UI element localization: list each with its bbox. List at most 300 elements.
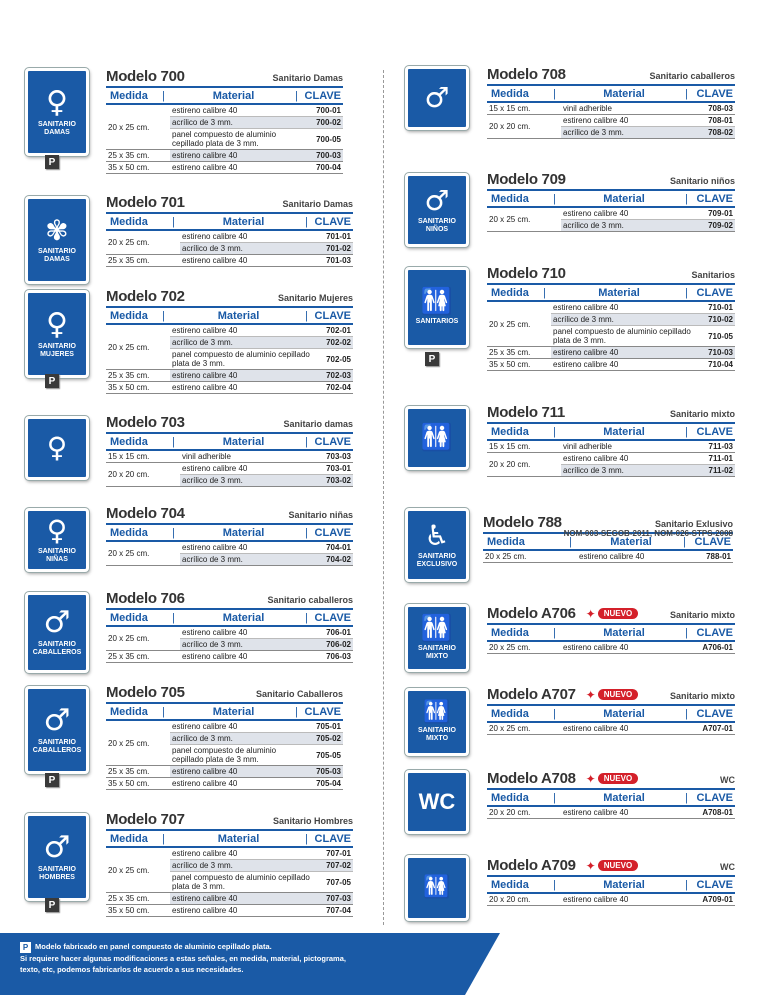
m701-medida-cell: 20 x 25 cm. [108,238,150,247]
m708-spec-table [487,66,735,139]
m703-clave-cell: 703-03 [326,452,351,461]
mA708-material-cell: estireno calibre 40 [563,808,629,817]
m702-clave-cell: 702-03 [326,371,351,380]
m710-model-title: Modelo 710 [487,265,566,282]
m706-clave-cell: 706-03 [326,652,351,661]
panel-badge-icon: P [20,942,31,953]
m702-column-headers [106,306,353,325]
m701-material-cell: estireno calibre 40 [182,232,248,241]
m711-material-cell: acrílico de 3 mm. [563,466,624,475]
mA706-material-cell: estireno calibre 40 [563,643,629,652]
m709-pictogram-icon: ♂ [424,183,450,217]
m709-header-row [487,171,735,189]
m701-material-cell: acrílico de 3 mm. [182,244,243,253]
m708-col-medida: Medida [491,87,529,100]
mA708-category [720,775,735,785]
mA709-col-clave: CLAVE [696,878,733,891]
m704-material-cell: estireno calibre 40 [182,543,248,552]
m711-clave-cell: 711-02 [708,466,733,475]
m706-rows [106,627,353,663]
m788-sign-label: SANITARIO EXCLUSIVO [416,552,458,568]
m701-clave-cell: 701-02 [326,244,351,253]
m710-col-material: Material [598,286,640,299]
footer-banner [0,933,768,995]
mA708-rows [487,807,735,819]
m707-material-list [170,848,353,892]
m707-material-cell: estireno calibre 40 [172,849,238,858]
m701-header-row [106,194,353,212]
m702-material-row [170,325,353,337]
m711-col-sep: | [685,425,688,438]
m701-col-medida: Medida [110,215,148,228]
m701-title-wrap [106,194,185,212]
mA707-medida-cell: 20 x 25 cm. [489,724,531,733]
m702-material-cell: estireno calibre 40 [172,383,238,392]
m788-column-headers [483,532,733,551]
m711-pictogram-icon: 🚻 [420,423,454,453]
m703-spec-table [106,414,353,487]
mA708-category-label: WC [720,775,735,785]
m708-col-sep: | [553,87,556,100]
m788-material-list [577,551,733,562]
m702-medida-cell: 25 x 35 cm. [108,371,150,380]
m704-header-row [106,505,353,523]
m703-medida-cell: 20 x 20 cm. [108,470,150,479]
m700-material-cell: panel compuesto de aluminio cepillado plata de 3 mm. [172,130,277,148]
m706-clave-cell: 706-01 [326,628,351,637]
m700-clave-cell: 700-05 [316,134,341,144]
m700-pictogram-icon: ♀ [46,84,68,120]
m788-pictogram-icon: ♿ [424,518,450,552]
m701-material-row [180,243,353,254]
mA706-col-material: Material [603,626,645,639]
m701-sign-label: SANITARIO DAMAS [38,247,76,263]
m788-col-material: Material [610,535,652,548]
m706-material-row [180,651,353,662]
m702-col-medida: Medida [110,309,148,322]
m710-medida-cell: 35 x 50 cm. [489,360,531,369]
m705-material-row [170,721,343,733]
m705-panel-badge-icon: P [45,773,59,787]
m706-sign-label: SANITARIO CABALLEROS [32,641,82,656]
m703-sign-image [25,416,89,480]
m710-material-row [551,314,735,326]
m711-spec-table [487,404,735,477]
m710-clave-cell: 710-02 [708,315,733,324]
m709-clave-cell: 709-02 [708,221,733,230]
m702-material-list [170,370,353,381]
m707-clave-cell: 707-04 [326,906,351,915]
m701-material-row [180,231,353,243]
m707-material-list [170,893,353,904]
m706-clave-cell: 706-02 [326,640,351,649]
mA709-header-row [487,857,735,875]
m706-header-row [106,590,353,608]
m703-clave-cell: 703-01 [326,464,351,473]
m702-col-sep: | [162,309,165,322]
m703-material-cell: estireno calibre 40 [182,464,248,473]
mA707-column-headers [487,704,735,723]
m702-material-cell: acrílico de 3 mm. [172,338,233,347]
m708-material-cell: estireno calibre 40 [563,116,629,125]
m707-sign-image [25,813,89,901]
m708-category-label: Sanitario caballeros [649,71,735,81]
m707-category [273,816,353,826]
m701-model-title: Modelo 701 [106,194,185,211]
m706-model-title: Modelo 706 [106,590,185,607]
mA708-column-headers [487,788,735,807]
m706-table-row [106,651,353,663]
m705-clave-cell: 705-02 [316,734,341,743]
m708-rows [487,103,735,139]
m711-material-cell: vinil adherible [563,442,612,451]
mA709-material-cell: estireno calibre 40 [563,895,629,904]
m704-clave-cell: 704-01 [326,543,351,552]
m705-material-row [170,766,343,777]
mA707-clave-cell: A707-01 [702,724,733,733]
mA709-new-star-icon: ✦ [585,858,596,873]
m705-table-row [106,766,343,778]
m707-material-row [170,893,353,904]
m705-sign-image [25,686,89,774]
m702-material-row [170,349,353,369]
mA709-col-sep: | [553,878,556,891]
m704-sign-label: SANITARIO NIÑAS [38,547,76,563]
m702-spec-table [106,288,353,394]
m703-material-row [180,475,353,486]
m705-material-cell: estireno calibre 40 [172,722,238,731]
m711-col-medida: Medida [491,425,529,438]
m711-header-row [487,404,735,422]
m710-material-list [551,302,735,346]
m704-sign-image [25,508,89,572]
mA707-col-sep: | [553,707,556,720]
mA709-column-headers [487,875,735,894]
mA708-col-sep: | [685,791,688,804]
m708-col-sep: | [685,87,688,100]
m710-col-medida: Medida [491,286,529,299]
mA706-header-row [487,605,735,623]
mA709-category [720,862,735,872]
mA706-clave-cell: A706-01 [702,643,733,652]
m709-col-medida: Medida [491,192,529,205]
m702-clave-cell: 702-01 [326,326,351,335]
m705-material-cell: panel compuesto de aluminio cepillado plata de 3 mm. [172,746,277,764]
m700-material-cell: estireno calibre 40 [172,151,238,160]
mA706-medida-cell: 20 x 25 cm. [489,643,531,652]
m708-clave-cell: 708-03 [708,104,733,113]
mA706-col-clave: CLAVE [696,626,733,639]
m703-material-list [180,463,353,486]
m700-table-row [106,150,343,162]
m704-pictogram-icon: ♀ [46,513,68,547]
m707-medida-cell: 20 x 25 cm. [108,865,150,875]
m707-material-cell: acrílico de 3 mm. [172,861,233,870]
m788-norm-label: NOM-003-SEGOB-2011, NOM-026-STPS-2008 [563,529,733,538]
m704-table-row [106,542,353,566]
footer-text [20,941,460,975]
m711-category [670,409,735,419]
m701-col-sep: | [305,215,308,228]
m701-col-sep: | [172,215,175,228]
m705-col-medida: Medida [110,705,148,718]
m788-category-label: Sanitario Exlusivo [654,519,733,529]
m700-model-title: Modelo 700 [106,68,185,85]
m788-spec-table [483,514,733,563]
m705-col-clave: CLAVE [304,705,341,718]
m711-material-row [561,465,735,476]
m710-category [691,270,735,280]
m703-pictogram-icon: ♀ [46,431,68,464]
m702-col-material: Material [217,309,260,322]
m700-clave-cell: 700-04 [316,163,341,172]
m700-material-row [170,117,343,129]
m709-rows [487,208,735,232]
mA706-col-medida: Medida [491,626,529,639]
m707-sign-label: SANITARIO HOMBRES [38,865,76,881]
m704-rows [106,542,353,566]
m702-table-row [106,370,353,382]
m711-clave-cell: 711-03 [708,442,733,451]
m703-table-row [106,451,353,463]
m709-col-material: Material [603,192,645,205]
m788-col-sep: | [683,535,686,548]
m705-title-wrap [106,684,185,702]
m701-clave-cell: 701-01 [326,232,351,241]
m710-material-list [551,347,735,358]
m708-material-list [561,115,735,138]
m710-material-list [551,359,735,370]
m700-col-sep: | [295,89,298,102]
m711-model-title: Modelo 711 [487,404,565,421]
m702-rows [106,325,353,394]
m701-category-label: Sanitario Damas [282,199,353,209]
m703-col-medida: Medida [110,435,148,448]
m705-category-label: Sanitario Caballeros [255,689,343,699]
m709-material-cell: acrílico de 3 mm. [563,221,624,230]
mA708-medida-cell: 20 x 20 cm. [489,808,531,817]
m710-header-row [487,265,735,283]
m705-medida-cell: 35 x 50 cm. [108,779,150,788]
mA708-new-label: NUEVO [598,773,638,784]
m702-material-row [170,370,353,381]
m709-material-row [561,220,735,231]
m705-material-list [170,778,343,789]
m700-category [272,73,343,83]
m700-medida-cell: 35 x 50 cm. [108,163,150,172]
mA708-new-star-icon: ✦ [585,771,596,786]
mA707-col-medida: Medida [491,707,529,720]
m701-material-cell: estireno calibre 40 [182,256,248,265]
m707-spec-table [106,811,353,917]
m705-model-title: Modelo 705 [106,684,185,701]
m705-material-row [170,778,343,789]
m704-column-headers [106,523,353,542]
mA708-spec-table [487,770,735,819]
m701-category [282,199,353,209]
m705-header-row [106,684,343,702]
m710-material-cell: estireno calibre 40 [553,303,619,312]
m703-col-material: Material [222,435,265,448]
m702-sign-image [25,290,89,378]
m705-col-sep: | [295,705,298,718]
m705-medida-cell: 25 x 35 cm. [108,767,150,776]
m710-material-row [551,347,735,358]
m700-material-cell: estireno calibre 40 [172,163,238,172]
m705-sign-label: SANITARIO CABALLEROS [32,738,82,754]
m700-material-list [170,105,343,149]
m700-col-material: Material [212,89,255,102]
m703-table-row [106,463,353,487]
m710-material-cell: estireno calibre 40 [553,360,619,369]
m700-material-cell: acrílico de 3 mm. [172,118,233,127]
mA706-category-label: Sanitario mixto [669,610,735,620]
m708-col-material: Material [603,87,645,100]
m706-material-cell: estireno calibre 40 [182,628,248,637]
mA709-medida-cell: 20 x 20 cm. [489,895,531,904]
m705-material-cell: estireno calibre 40 [172,779,238,788]
m706-medida-cell: 25 x 35 cm. [108,652,150,661]
m703-col-clave: CLAVE [314,435,351,448]
m709-medida-cell: 20 x 25 cm. [489,215,531,224]
m703-material-cell: vinil adherible [182,452,231,461]
m708-sign-image [405,66,469,130]
m710-pictogram-icon: 🚻 [420,287,454,318]
m706-column-headers [106,608,353,627]
m710-panel-badge-icon: P [425,352,439,366]
m707-column-headers [106,829,353,848]
m705-clave-cell: 705-05 [316,750,341,760]
m701-clave-cell: 701-03 [326,256,351,265]
mA706-material-list [561,642,735,653]
m702-title-wrap [106,288,185,306]
m700-material-row [170,129,343,149]
m709-title-wrap [487,171,566,189]
m700-category-label: Sanitario Damas [272,73,343,83]
m706-spec-table [106,590,353,663]
m707-material-row [170,860,353,872]
m705-material-list [170,721,343,765]
mA707-new-label: NUEVO [598,689,638,700]
m710-col-sep: | [685,286,688,299]
m705-category [256,689,343,699]
mA708-header-row [487,770,735,788]
mA709-clave-cell: A709-01 [702,895,733,904]
m708-medida-cell: 15 x 15 cm. [489,104,531,113]
m711-category-label: Sanitario mixto [669,409,735,419]
m704-material-cell: acrílico de 3 mm. [182,555,243,564]
m707-category-label: Sanitario Hombres [272,816,353,826]
m704-col-sep: | [305,526,308,539]
m701-col-clave: CLAVE [314,215,351,228]
m700-column-headers [106,86,343,105]
m706-sign-image [25,592,89,673]
m700-spec-table [106,68,343,174]
mA706-sign-image [405,604,469,672]
m706-material-cell: estireno calibre 40 [182,652,248,661]
m711-sign-image [405,406,469,470]
m788-rows [483,551,733,563]
m707-material-cell: estireno calibre 40 [172,894,238,903]
m700-material-list [170,150,343,161]
m704-material-row [180,554,353,565]
m705-col-sep: | [162,705,165,718]
m708-column-headers [487,84,735,103]
m708-material-row [561,115,735,127]
m703-material-row [180,451,353,462]
m711-material-cell: estireno calibre 40 [563,454,629,463]
m708-category [649,71,735,81]
mA706-pictogram-icon: 🚻 [420,613,454,644]
m709-spec-table [487,171,735,232]
m710-clave-cell: 710-03 [708,348,733,357]
m702-sign-label: SANITARIO MUJERES [38,342,76,358]
m708-material-cell: vinil adherible [563,104,612,113]
mA708-title-wrap [487,770,638,788]
m707-material-row [170,848,353,860]
m710-spec-table [487,265,735,371]
m710-col-clave: CLAVE [696,286,733,299]
mA709-new-badge [586,859,639,873]
mA709-spec-table [487,857,735,906]
mA709-material-list [561,894,735,905]
m704-material-row [180,542,353,554]
m702-category [278,293,353,303]
m700-table-row [106,105,343,150]
m707-model-title: Modelo 707 [106,811,185,828]
m702-model-title: Modelo 702 [106,288,185,305]
m700-col-medida: Medida [110,89,148,102]
mA709-col-sep: | [685,878,688,891]
m707-medida-cell: 25 x 35 cm. [108,894,150,903]
m706-col-medida: Medida [110,611,148,624]
m704-medida-cell: 20 x 25 cm. [108,549,150,558]
m705-table-row [106,778,343,790]
m703-material-list [180,451,353,462]
m702-medida-cell: 35 x 50 cm. [108,383,150,392]
mA707-material-list [561,723,735,734]
m710-title-wrap [487,265,566,283]
m788-col-clave: CLAVE [694,535,731,548]
mA707-new-star-icon: ✦ [585,687,596,702]
m702-col-sep: | [305,309,308,322]
mA707-material-cell: estireno calibre 40 [563,724,629,733]
m705-material-row [170,733,343,745]
m700-material-row [170,162,343,173]
mA707-category [670,691,735,701]
m710-category-label: Sanitarios [691,270,735,280]
m708-col-clave: CLAVE [696,87,733,100]
m788-table-row [483,551,733,563]
mA708-new-badge [586,772,639,786]
m707-header-row [106,811,353,829]
m704-col-material: Material [222,526,265,539]
m703-title-wrap [106,414,185,432]
mA706-col-sep: | [685,626,688,639]
m700-material-cell: estireno calibre 40 [172,106,238,115]
m708-table-row [487,103,735,115]
m704-title-wrap [106,505,185,523]
mA707-category-label: Sanitario mixto [669,691,735,701]
m702-clave-cell: 702-02 [326,338,351,347]
m710-sign-label: SANITARIOS [415,318,459,326]
m701-column-headers [106,212,353,231]
m705-spec-table [106,684,343,790]
m710-material-row [551,302,735,314]
m701-table-row [106,255,353,267]
mA707-col-clave: CLAVE [696,707,733,720]
m705-rows [106,721,343,790]
